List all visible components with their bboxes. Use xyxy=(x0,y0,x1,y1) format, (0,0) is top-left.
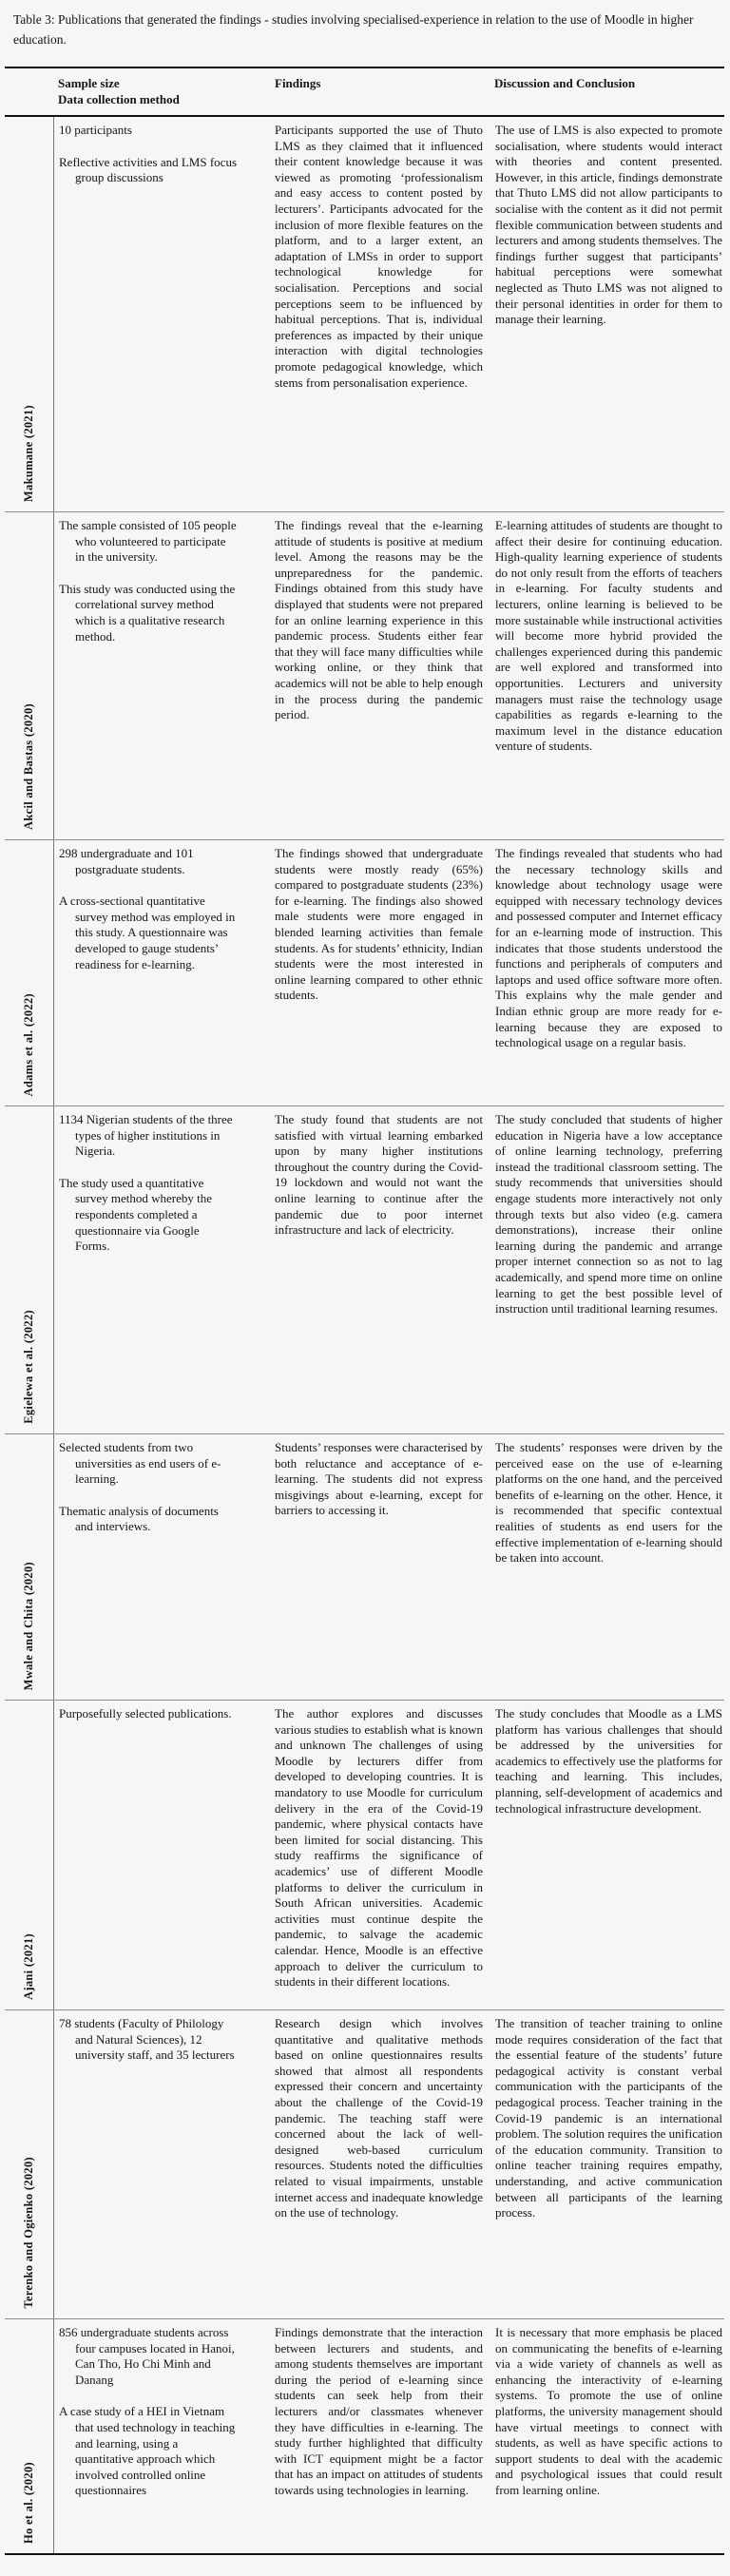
findings-cell xyxy=(273,2010,489,2318)
source-citation: Adams et al. (2022) xyxy=(22,992,35,1096)
sample-cell xyxy=(54,117,273,511)
discussion-text: The transition of teacher training to online mode requires consideration of the fact that the essential feature of the students’ future pedagogical activity is constant verbal communication with the participants of the pedagogical process. Teacher training in the Covid-19 pandemic is an international problem. The solution requires the unification of the education community. Transition to online teacher training requires empathy, understanding, and active communication between all participants of the learning process. xyxy=(495,2016,722,2220)
sample-paragraph: A case study of a HEI in Vietnam that used technology in teaching and learning, using a quantitative approach which involved controlled online questionnaires xyxy=(59,2404,236,2498)
discussion-text: The use of LMS is also expected to promote socialisation, where students would interact with theories and content presented. However, in this article, findings demonstrate that Thuto LMS did not allow participants to socialise with the content as it did not permit flexible communication between students and lecturers and among students themselves. The findings further suggest that participants’ habitual perceptions were somewhat neglected as Thuto LMS was not aligned to their personal identities in order for them to manage their learning. xyxy=(495,123,722,327)
table-header-row xyxy=(5,68,724,117)
row-label-cell xyxy=(5,512,54,839)
sample-paragraph: A cross-sectional quantitative survey method was employed in this study. A questionnaire was developed to gauge students’ readiness for e-learning. xyxy=(59,894,236,971)
sample-cell xyxy=(54,1434,273,1700)
sample-paragraph: Reflective activities and LMS focus group discussions xyxy=(59,154,238,185)
source-citation: Akcil and Bastas (2020) xyxy=(22,703,35,830)
findings-cell xyxy=(273,1701,489,2009)
discussion-cell xyxy=(489,1434,724,1700)
sample-paragraph: 298 undergraduate and 101 postgraduate students. xyxy=(59,846,194,876)
table-row xyxy=(5,2010,724,2319)
discussion-cell xyxy=(489,2010,724,2318)
header-discussion: Discussion and Conclusion xyxy=(494,76,636,90)
row-label-cell xyxy=(5,1106,54,1433)
row-label-cell xyxy=(5,1434,54,1700)
sample-paragraph: 78 students (Faculty of Philology and Natural Sciences), 12 university staff, and 35 lecturers xyxy=(59,2016,235,2063)
discussion-cell xyxy=(489,1701,724,2009)
source-citation: Makumane (2021) xyxy=(22,404,35,502)
sample-cell xyxy=(54,2319,273,2553)
sample-paragraph: 1134 Nigerian students of the three types of higher institutions in Nigeria. xyxy=(59,1112,233,1159)
sample-paragraph: Purposefully selected publications. xyxy=(59,1706,232,1721)
findings-cell xyxy=(273,840,489,1105)
table-row xyxy=(5,117,724,512)
findings-text: Findings demonstrate that the interaction between lecturers and students, and among students themselves are important during the period of e-learning since students can seek help from their lecturers and/or classmates whenever they have difficulties in e-learning. The study further highlighted that difficulty with ICT equipment might be a factor that has an impact on attitudes of students towards using technologies in learning. xyxy=(275,2325,483,2497)
sample-cell xyxy=(54,1106,273,1433)
source-citation: Mwale and Chita (2020) xyxy=(22,1561,35,1690)
sample-paragraph: Thematic analysis of documents and interviews. xyxy=(59,1503,219,1534)
discussion-text: E-learning attitudes of students are thought to affect their desire for continuing education. High-quality learning experience of students do not only result from the efforts of teachers in e-learning. For faculty students and lecturers, online learning is believed to be more sustainable while instructional activities will become more hybrid provided the challenges experienced during this pandemic are well explored and transformed into opportunities. Lecturers and university managers must raise the technology usage capabilities as regards e-learning to the maximum level in the distance education venture of students. xyxy=(495,518,722,754)
header-sample-line1: Sample size xyxy=(58,76,120,90)
discussion-cell xyxy=(489,117,724,511)
source-citation: Ajani (2021) xyxy=(22,1933,35,2000)
discussion-cell xyxy=(489,2319,724,2553)
table-row xyxy=(5,1701,724,2010)
sample-cell xyxy=(54,512,273,839)
row-label-cell xyxy=(5,2319,54,2553)
source-citation: Terenko and Ogienko (2020) xyxy=(22,2157,35,2309)
discussion-cell xyxy=(489,1106,724,1433)
sample-paragraph: The study used a quantitative survey method whereby the respondents completed a questionnaire via Google Forms. xyxy=(59,1175,213,1254)
discussion-text: It is necessary that more emphasis be placed on communicating the benefits of e-learning via a wide variety of channels as well as enhancing the interactivity of e-learning systems. To promote the use of online platforms, the university management should have virtual meetings to connect with students, as well as have specific actions to support students to deal with the academic and psychological issues that could result from learning online. xyxy=(495,2325,722,2497)
findings-text: The findings showed that undergraduate students were mostly ready (65%) compared to postgraduate students (23%) for e-learning. The findings also showed male students were more engaged in blended learning activities than female students. As for students’ ethnicity, Indian students were the most interested in online learning compared to other ethnic students. xyxy=(275,846,483,1003)
sample-cell xyxy=(54,1701,273,2009)
header-sample-line2: Data collection method xyxy=(58,92,180,106)
findings-cell xyxy=(273,2319,489,2553)
source-citation: Ho et al. (2020) xyxy=(22,2461,35,2544)
row-label-cell xyxy=(5,1701,54,2009)
discussion-text: The findings revealed that students who had the necessary technology skills and knowledge about technology usage were equipped with necessary technology devices and possessed computer and Internet efficacy for an e-learning mode of instruction. This indicates that those students understood the functions and peripherals of computers and laptops and used office software more often. This explains why the male gender and Indian ethnic group are more ready for e-learning because they are exposed to technological usage on a regular basis. xyxy=(495,846,722,1050)
discussion-text: The students’ responses were driven by the perceived ease on the use of e-learning platforms on the one hand, and the perceived benefits of e-learning on the other. Hence, it is recommended that specific contextual realities of students as end users for the effective implementation of e-learning should be taken into account. xyxy=(495,1440,722,1566)
row-label-cell xyxy=(5,840,54,1105)
findings-text: Students’ responses were characterised by both reluctance and acceptance of e-learning. The students did not express misgivings about e-learning, except for barriers to accessing it. xyxy=(275,1440,483,1518)
discussion-text: The study concludes that Moodle as a LMS platform has various challenges that should be addressed by the universities for academics to effectively use the platforms for teaching and learning. This includes, planning, self-development of academics and technological infrastructure development. xyxy=(495,1706,722,1816)
discussion-cell xyxy=(489,840,724,1105)
findings-text: Participants supported the use of Thuto LMS as they claimed that it influenced their content knowledge because it was viewed as promoting ‘professionalism and easy access to content posted by lecturers’. Participants advocated for the inclusion of more flexible features on the platform, and to a larger extent, an adaptation of LMSs in order to support technological knowledge for socialisation. Perceptions and social perceptions seem to be influenced by habitual perceptions. That is, individual preferences as impacted by their unique interaction with digital technologies promote pedagogical knowledge, which stems from personalisation experience. xyxy=(275,123,483,390)
table-row xyxy=(5,512,724,840)
findings-text: The author explores and discusses various studies to establish what is known and unknown The challenges of using Moodle by lecturers differ from developed to developing countries. It is mandatory to use Moodle for curriculum delivery in the era of the Covid-19 pandemic, where physical contacts have been limited for social distancing. This study reaffirms the significance of academics’ use of different Moodle platforms to deliver the curriculum in South African universities. Academic activities must continue despite the pandemic, to salvage the academic calendar. Hence, Moodle is an effective approach to deliver the curriculum to students in their different locations. xyxy=(275,1706,483,1990)
header-sample-size xyxy=(54,68,273,115)
findings-cell xyxy=(273,512,489,839)
sample-paragraph: The sample consisted of 105 people who volunteered to participate in the university. xyxy=(59,518,237,565)
findings-cell xyxy=(273,1434,489,1700)
findings-text: Research design which involves quantitative and qualitative methods based on online questionnaires results showed that almost all respondents expressed their concern and uncertainty about the challenge of the Covid-19 pandemic. The teaching staff were concerned about the lack of well-designed web-based curriculum resources. Students noted the difficulties related to visual impairments, unstable internet access and inadequate knowledge on the use of technology. xyxy=(275,2016,483,2220)
sample-paragraph: This study was conducted using the correlational survey method which is a qualitative research method. xyxy=(59,581,236,644)
discussion-text: The study concluded that students of higher education in Nigeria have a low acceptance of online learning technology, preferring instead the traditional classroom setting. The study recommends that universities should engage students more interactively not only through texts but also video (e.g. camera demonstrations), increase their online learning during the pandemic and arrange proper internet connection so as not to lag academically, and spend more time on online learning to get the best possible level of instruction until traditional learning resumes. xyxy=(495,1112,722,1317)
discussion-cell xyxy=(489,512,724,839)
source-citation: Egielewa et al. (2022) xyxy=(22,1310,35,1424)
sample-paragraph: Selected students from two universities as end users of e-learning. xyxy=(59,1440,221,1487)
row-label-cell xyxy=(5,2010,54,2318)
sample-paragraph: 10 participants xyxy=(59,123,132,137)
table-row xyxy=(5,2319,724,2555)
publications-table xyxy=(5,67,724,2555)
sample-paragraph: 856 undergraduate students across four campuses located in Hanoi, Can Tho, Ho Chi Minh and Danang xyxy=(59,2325,235,2387)
table-row xyxy=(5,1434,724,1701)
sample-cell xyxy=(54,840,273,1105)
table-caption: Table 3: Publications that generated the findings - studies involving specialised-experience in relation to the use of Moodle in higher education. xyxy=(13,12,694,47)
table-row xyxy=(5,1106,724,1434)
header-findings: Findings xyxy=(275,76,321,90)
row-label-cell xyxy=(5,117,54,511)
findings-cell xyxy=(273,117,489,511)
findings-text: The study found that students are not satisfied with virtual learning embarked upon by many higher institutions throughout the country during the Covid-19 lockdown and would not want the online learning to continue after the pandemic due to poor internet infrastructure and lack of electricity. xyxy=(275,1112,483,1238)
findings-text: The findings reveal that the e-learning attitude of students is positive at medium level. Among the reasons may be the unpreparedness for the pandemic. Findings obtained from this study have displayed that students were not prepared for an online learning experience in this pandemic process. Students either fear that they will face many difficulties while working online, or they think that academics will not be able to help enough in the process during the pandemic period. xyxy=(275,518,483,722)
sample-cell xyxy=(54,2010,273,2318)
findings-cell xyxy=(273,1106,489,1433)
table-row xyxy=(5,840,724,1106)
